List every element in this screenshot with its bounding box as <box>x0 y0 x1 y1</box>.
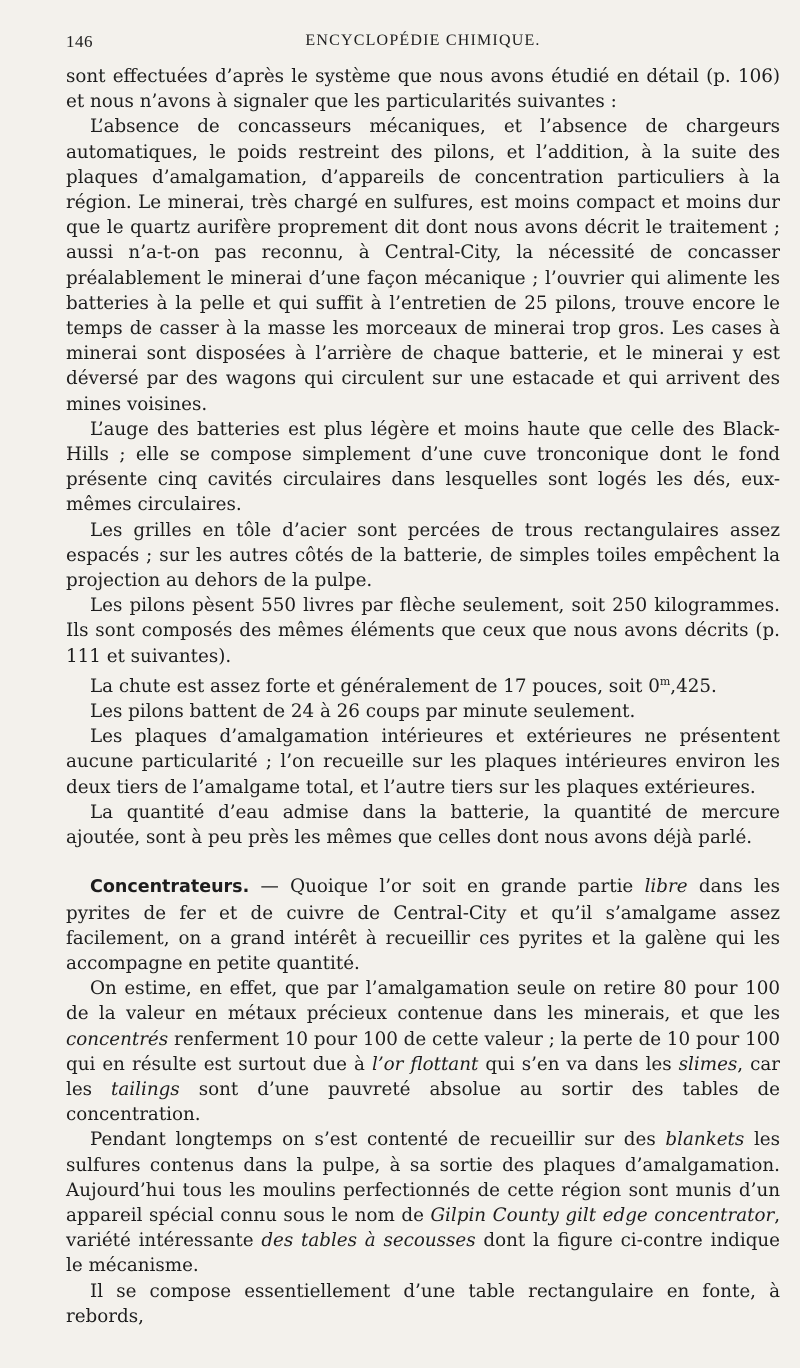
p6-text-after: ,425. <box>670 675 717 697</box>
document-page <box>0 32 800 1368</box>
page-header <box>66 32 780 62</box>
p11-italic-slimes: slimes <box>678 1053 738 1075</box>
p11-text-d: , car les <box>66 1053 780 1100</box>
paragraph-13: Il se compose essentiellement d’une table rectangulaire en fonte, à rebords, <box>66 1280 780 1327</box>
paragraph-8: Les plaques d’amalgamation intérieures et extérieures ne présentent aucune particularité ; l’on recueille sur les plaques intérieures environ les deux tiers de l’amalgame total, et l’autre tiers sur les plaques extérieures. <box>66 726 780 798</box>
p11-italic-or-flottant: l’or flottant <box>371 1053 479 1075</box>
p11-italic-concentres: concentrés <box>66 1028 169 1050</box>
paragraph-6 <box>66 669 780 699</box>
p12-italic-blankets: blankets <box>665 1129 745 1151</box>
p10-italic-libre: libre <box>644 876 688 898</box>
paragraph-concentrateurs <box>66 874 780 976</box>
paragraph-4: Les grilles en tôle d’acier sont percées de trous rectangulaires assez espacés ; sur les autres côtés de la batterie, de simples toiles empêchent la projection au dehors de la pulpe. <box>66 519 780 592</box>
p12-text-a: Pendant longtemps on s’est contenté de recueillir sur des <box>90 1129 666 1151</box>
section-title: Concentrateurs. <box>90 877 250 898</box>
paragraph-3: L’auge des batteries est plus légère et moins haute que celle des Black-Hills ; elle se compose simplement d’une cuve tronconique dont le fond présente cinq cavités circulaires dans lesquelles sont logés les dés, eux-mêmes circulaires. <box>66 418 780 516</box>
running-title: ENCYCLOPÉDIE CHIMIQUE. <box>305 32 541 49</box>
meter-superscript: m <box>659 674 671 688</box>
p10-text-b: dans les pyrites de fer et de cuivre de Central-City et qu’il s’amalgame assez facilement, on a grand intérêt à recueillir ces pyrites et la galène qui les accompagne en petite quantité. <box>66 876 780 974</box>
p12-italic-gilpin: Gilpin County gilt edge concentrator <box>430 1204 775 1226</box>
p6-text-before: La chute est assez forte et généralement de 17 pouces, soit 0 <box>90 675 660 697</box>
p12-italic-tables: des tables à secousses <box>261 1230 476 1252</box>
p11-italic-tailings: tailings <box>111 1078 180 1100</box>
paragraph-1: sont effectuées d’après le système que nous avons étudié en détail (p. 106) et nous n’avons à signaler que les particularités suivantes : <box>66 66 780 113</box>
p11-text-e: sont d’une pauvreté absolue au sortir des tables de concentration. <box>66 1078 781 1126</box>
paragraph-11 <box>66 976 780 1127</box>
p12-text-d: dont la figure ci-contre indique le mécanisme. <box>66 1230 780 1277</box>
p10-text-a: — Quoique l’or soit en grande partie <box>249 876 645 898</box>
p11-text-c: qui s’en va dans les <box>478 1053 679 1075</box>
paragraph-2: L’absence de concasseurs mécaniques, et l’absence de chargeurs automatiques, le poids restreint des pilons, et l’addition, à la suite des plaques d’amalgamation, d’appareils de concentration particuliers à la région. Le minerai, très chargé en sulfures, est moins compact et moins dur que le quartz aurifère proprement dit dont nous avons décrit le traitement ; aussi n’a-t-on pas reconnu, à Central-City, la nécessité de concasser préalablement le minerai d’une façon mécanique ; l’ouvrier qui alimente les batteries à la pelle et qui suffit à l’entretien de 25 pilons, trouve encore le temps de casser à la masse les morceaux de minerai trop gros. Les cases à minerai sont disposées à l’arrière de chaque batterie, et le minerai y est déversé par des wagons qui circulent sur une estacade et qui arrivent des mines voisines. <box>66 116 780 415</box>
paragraph-12 <box>66 1127 780 1278</box>
p12-text-b: les sulfures contenus dans la pulpe, à sa sortie des plaques d’amalgamation. Aujourd’hui tous les moulins perfectionnés de cette région sont munis d’un appareil spécial connu sous le nom de <box>66 1129 781 1226</box>
page-number: 146 <box>66 32 93 51</box>
p11-text-a: On estime, en effet, que par l’amalgamation seule on retire 80 pour 100 de la valeur en métaux précieux contenue dans les minerais, et que les <box>66 978 780 1025</box>
body-text <box>66 64 780 1329</box>
p12-text-c: , variété intéressante <box>66 1204 781 1252</box>
paragraph-7: Les pilons battent de 24 à 26 coups par minute seulement. <box>90 701 636 723</box>
paragraph-9: La quantité d’eau admise dans la batterie, la quantité de mercure ajoutée, sont à peu près les mêmes que celles dont nous avons déjà parlé. <box>66 801 780 849</box>
paragraph-5: Les pilons pèsent 550 livres par flèche seulement, soit 250 kilogrammes. Ils sont composés des mêmes éléments que ceux que nous avons décrits (p. 111 et suivantes). <box>66 595 780 667</box>
p11-text-b: renferment 10 pour 100 de cette valeur ; la perte de 10 pour 100 qui en résulte est surtout due à <box>66 1028 780 1075</box>
